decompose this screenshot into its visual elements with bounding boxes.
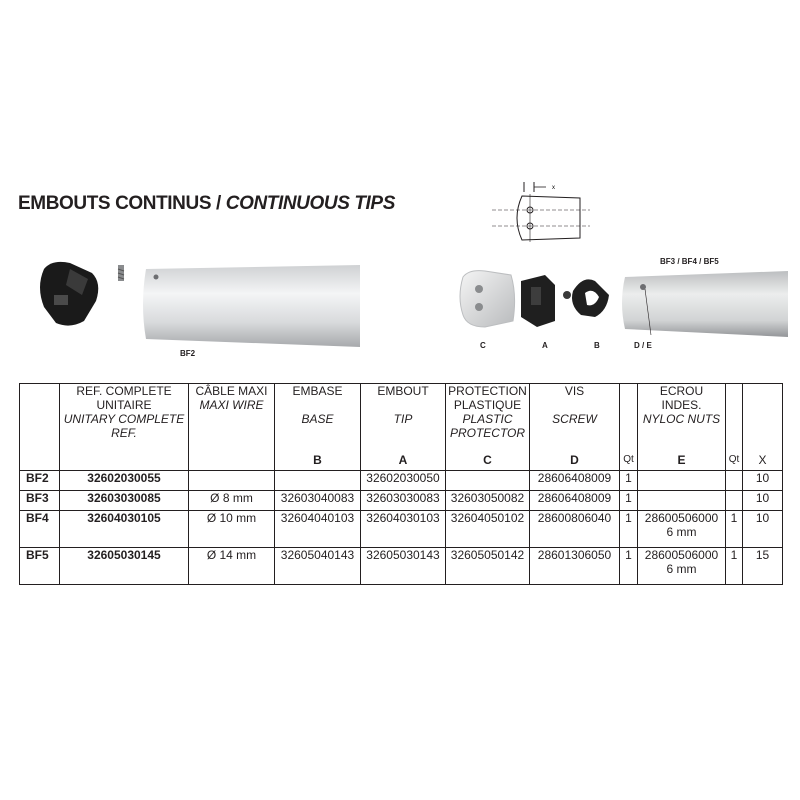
bf2-product-photo [30, 255, 370, 355]
bf3-bf5-exploded-photo [455, 265, 790, 345]
screw-icon [118, 265, 124, 281]
cell-id: BF2 [20, 471, 60, 491]
cell-wire: Ø 14 mm [189, 548, 275, 585]
cell-id: BF3 [20, 491, 60, 511]
header-screw: VIS SCREW D [530, 384, 620, 471]
black-end-cap-icon [40, 262, 98, 326]
cell-ref: 32604030105 [60, 511, 189, 548]
cell-screw: 28600806040 [530, 511, 620, 548]
cell-id: BF5 [20, 548, 60, 585]
header-id [20, 384, 60, 471]
header-qt2: Qt [726, 384, 743, 471]
svg-text:x: x [552, 185, 555, 191]
bf2-label: BF2 [180, 349, 196, 358]
cell-id: BF4 [20, 511, 60, 548]
cell-screw: 28601306050 [530, 548, 620, 585]
cell-base: 32605040143 [275, 548, 361, 585]
aluminium-tube-icon [143, 265, 360, 347]
part-label-a: A [542, 341, 548, 350]
cell-qt1: 1 [620, 491, 638, 511]
cell-protector: 32604050102 [446, 511, 530, 548]
cell-screw: 28606408009 [530, 491, 620, 511]
base-icon [563, 279, 609, 317]
header-nut: ECROU INDES. NYLOC NUTS E [638, 384, 726, 471]
header-wire: CÂBLE MAXI MAXI WIRE [189, 384, 275, 471]
header-tip: EMBOUT TIP A [361, 384, 446, 471]
cell-protector [446, 471, 530, 491]
cell-wire: Ø 10 mm [189, 511, 275, 548]
tip-icon [521, 275, 555, 327]
cell-ref: 32605030145 [60, 548, 189, 585]
cell-tip: 32605030143 [361, 548, 446, 585]
title-english: CONTINUOUS TIPS [225, 193, 395, 214]
cell-tip: 32602030050 [361, 471, 446, 491]
cell-base: 32604040103 [275, 511, 361, 548]
cell-qt2 [726, 471, 743, 491]
cell-qt1: 1 [620, 511, 638, 548]
cell-base: 32603040083 [275, 491, 361, 511]
cell-wire: Ø 8 mm [189, 491, 275, 511]
page-title [18, 193, 395, 215]
bf3-bf4-bf5-label: BF3 / BF4 / BF5 [660, 257, 719, 266]
cell-wire [189, 471, 275, 491]
cell-ref: 32602030055 [60, 471, 189, 491]
specification-table [19, 383, 783, 585]
cell-x: 15 [743, 548, 783, 585]
header-x: X [743, 384, 783, 471]
cell-qt2: 1 [726, 548, 743, 585]
header-qt1: Qt [620, 384, 638, 471]
cell-ref: 32603030085 [60, 491, 189, 511]
table-row [20, 511, 783, 548]
cell-nut [638, 471, 726, 491]
cell-tip: 32603030083 [361, 491, 446, 511]
cell-x: 10 [743, 511, 783, 548]
plastic-protector-icon [460, 271, 515, 327]
part-label-d-e: D / E [634, 341, 652, 350]
cell-qt2 [726, 491, 743, 511]
cell-screw: 28606408009 [530, 471, 620, 491]
cell-base [275, 471, 361, 491]
part-label-c: C [480, 341, 486, 350]
table-row [20, 548, 783, 585]
part-label-b: B [594, 341, 600, 350]
cell-qt2: 1 [726, 511, 743, 548]
header-base: EMBASE BASE B [275, 384, 361, 471]
cell-protector: 32603050082 [446, 491, 530, 511]
dimension-diagram [490, 180, 600, 244]
aluminium-tube-icon [622, 271, 788, 337]
header-ref: REF. COMPLETE UNITAIRE UNITARY COMPLETE REF. [60, 384, 189, 471]
cell-qt1: 1 [620, 471, 638, 491]
cell-protector: 32605050142 [446, 548, 530, 585]
header-protector: PROTECTION PLASTIQUE PLASTIC PROTECTOR C [446, 384, 530, 471]
table-header-row [20, 384, 783, 471]
cell-x: 10 [743, 491, 783, 511]
cell-qt1: 1 [620, 548, 638, 585]
cell-tip: 32604030103 [361, 511, 446, 548]
title-french: EMBOUTS CONTINUS [18, 193, 212, 214]
cell-nut [638, 491, 726, 511]
cell-nut: 28600506000 6 mm [638, 548, 726, 585]
cell-nut: 28600506000 6 mm [638, 511, 726, 548]
cell-x: 10 [743, 471, 783, 491]
table-row [20, 471, 783, 491]
title-separator: / [211, 193, 226, 214]
table-row [20, 491, 783, 511]
